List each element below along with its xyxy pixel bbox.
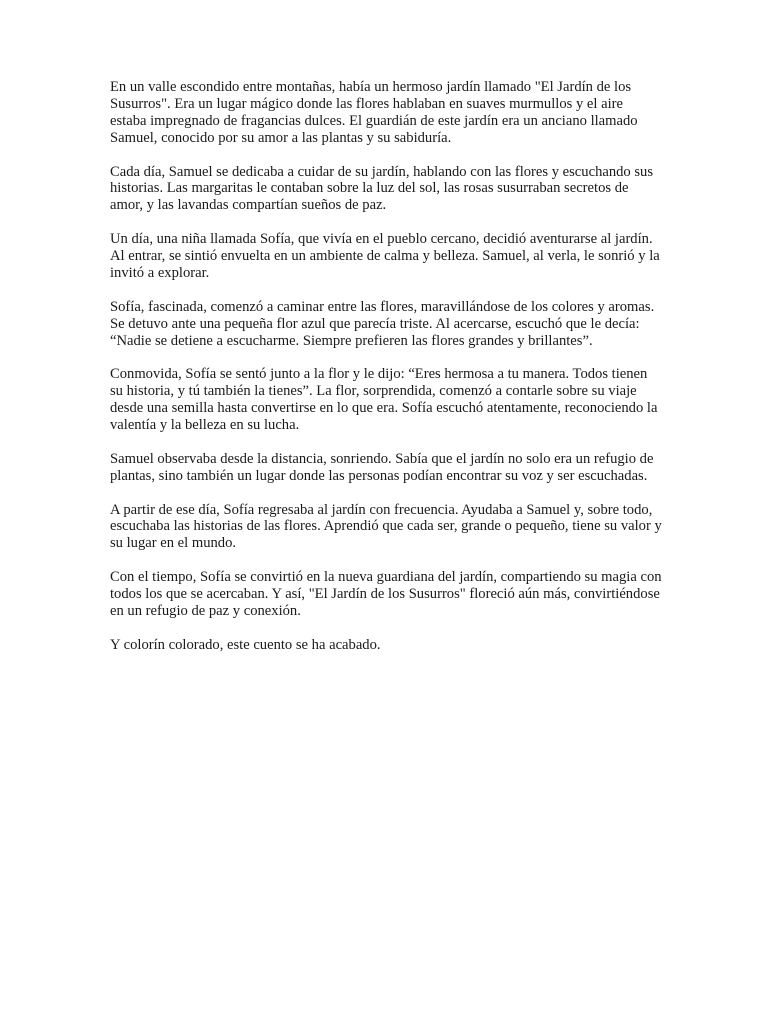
paragraph-9: Y colorín colorado, este cuento se ha acabado.: [110, 636, 381, 653]
story-body: [110, 79, 662, 671]
paragraph-3: Un día, una niña llamada Sofía, que vivía en el pueblo cercano, decidió aventurarse al jardín. Al entrar, se sintió envuelta en un ambiente de calma y belleza. Samuel, al verla, le sonrió y la invitó a explorar.: [110, 231, 660, 281]
paragraph-7: A partir de ese día, Sofía regresaba al jardín con frecuencia. Ayudaba a Samuel y, sobre todo, escuchaba las historias de las flores. Aprendió que cada ser, grande o pequeño, tiene su valor y su lugar en el mundo.: [110, 501, 662, 552]
paragraph-2: Cada día, Samuel se dedicaba a cuidar de su jardín, hablando con las flores y escuchando sus historias. Las margaritas le contaban sobre la luz del sol, las rosas susurraban secretos de amor, y las lavandas compartían sueños de paz.: [110, 163, 654, 214]
paragraph-6: Samuel observaba desde la distancia, sonriendo. Sabía que el jardín no solo era un refugio de plantas, sino también un lugar donde las personas podían encontrar su voz y ser escuchadas.: [110, 450, 654, 484]
paragraph-4: Sofía, fascinada, comenzó a caminar entre las flores, maravillándose de los colores y aromas. Se detuvo ante una pequeña flor azul que parecía triste. Al acercarse, escuchó que le decía: “Nadie se detiene a escucharme. Siempre prefieren las flores grandes y brillantes”.: [110, 298, 655, 349]
paragraph-1: En un valle escondido entre montañas, había un hermoso jardín llamado "El Jardín de los Susurros". Era un lugar mágico donde las flores hablaban en suaves murmullos y el aire estaba impregnado de fragancias dulces. El guardián de este jardín era un anciano llamado Samuel, conocido por su amor a las plantas y su sabiduría.: [110, 79, 638, 146]
paragraph-5: Conmovida, Sofía se sentó junto a la flor y le dijo: “Eres hermosa a tu manera. Todos tienen su historia, y tú también la tienes”. La flor, sorprendida, comenzó a contarle sobre su viaje desde una semilla hasta convertirse en lo que era. Sofía escuchó atentamente, reconociendo la valentía y la belleza en su lucha.: [110, 366, 658, 434]
paragraph-8: Con el tiempo, Sofía se convirtió en la nueva guardiana del jardín, compartiendo su magia con todos los que se acercaban. Y así, "El Jardín de los Susurros" floreció aún más, convirtiéndose en un refugio de paz y conexión.: [110, 569, 662, 619]
